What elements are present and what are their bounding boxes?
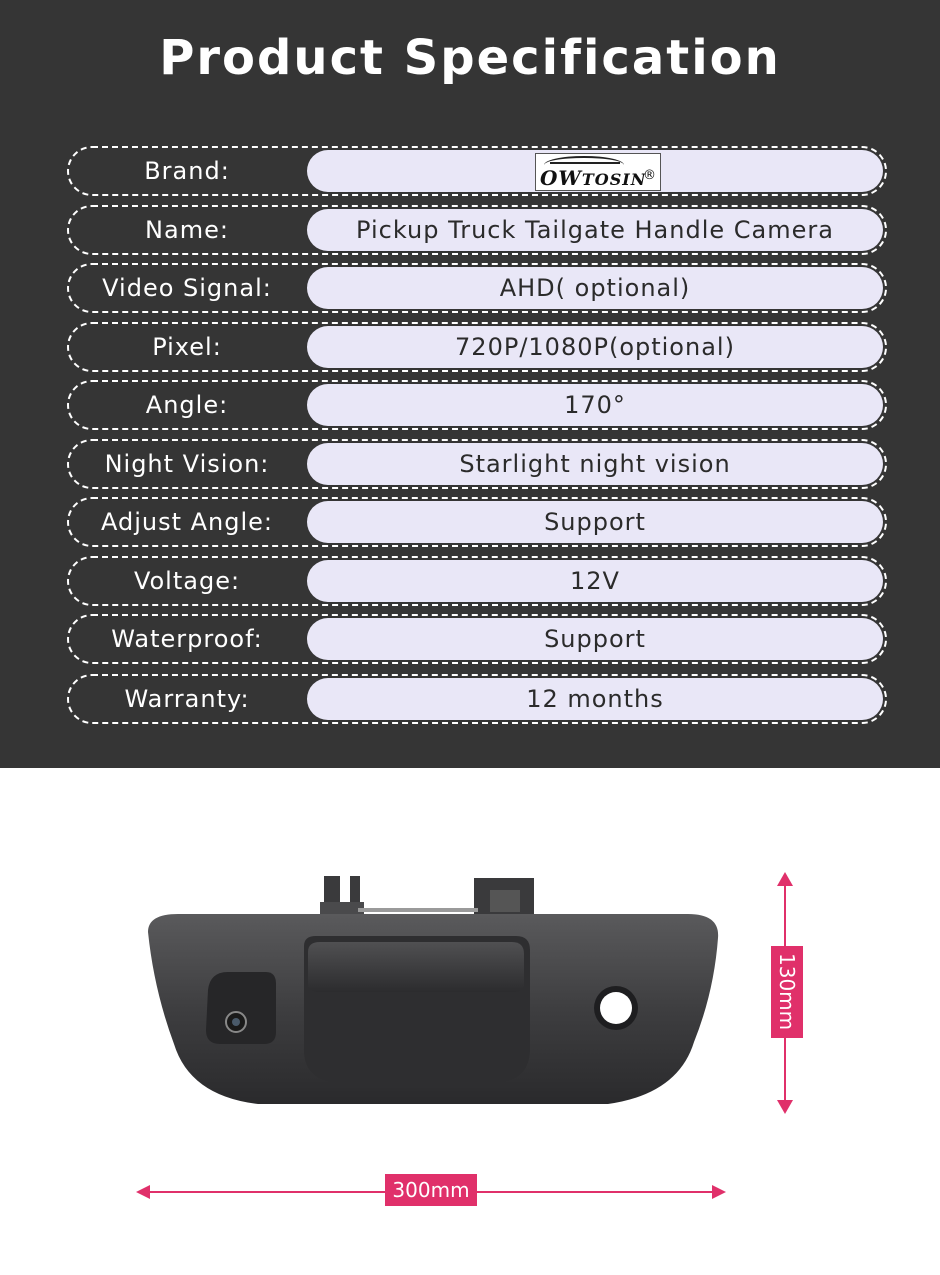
dimension-width-label: 300mm [385, 1174, 477, 1206]
spec-row-angle [67, 380, 887, 430]
spec-value: Pickup Truck Tailgate Handle Camera [307, 209, 883, 251]
spec-row-night-vision [67, 439, 887, 489]
logo-bar-icon [550, 162, 620, 164]
spec-label: Angle: [145, 391, 229, 419]
spec-value [307, 150, 883, 192]
dimension-height-label: 130mm [771, 946, 803, 1038]
page-title: Product Specification [159, 30, 781, 86]
brand-logo [535, 153, 661, 191]
tailgate-handle-camera-image [138, 872, 728, 1112]
hinge-pin [358, 908, 478, 912]
spec-value: 12 months [307, 678, 883, 720]
spec-label: Warranty: [124, 685, 250, 713]
registered-mark: ® [643, 168, 657, 183]
spec-row-warranty [67, 674, 887, 724]
spec-value: Starlight night vision [307, 443, 883, 485]
spec-row-adjust-angle [67, 497, 887, 547]
spec-label: Adjust Angle: [100, 508, 274, 536]
spec-row-name [67, 205, 887, 255]
keyhole-opening [600, 992, 632, 1024]
spec-label: Waterproof: [111, 625, 263, 653]
logo-text-part1: OW [540, 166, 582, 190]
spec-value: 12V [307, 560, 883, 602]
spec-value: 720P/1080P(optional) [307, 326, 883, 368]
spec-row-video-signal [67, 263, 887, 313]
spec-value: 170° [307, 384, 883, 426]
spec-value: Support [307, 501, 883, 543]
logo-text-part2: TOSIN [581, 170, 647, 189]
spec-label: Brand: [144, 157, 230, 185]
spec-label: Pixel: [152, 333, 222, 361]
spec-row-brand [67, 146, 887, 196]
hinge-left [320, 876, 364, 916]
spec-label: Name: [145, 216, 229, 244]
camera-module [206, 972, 276, 1044]
dimension-arrow-down-icon [777, 1100, 793, 1114]
hinge-right [474, 878, 534, 916]
spec-label: Voltage: [133, 567, 241, 595]
spec-value: Support [307, 618, 883, 660]
spec-label: Video Signal: [102, 274, 272, 302]
spec-value: AHD( optional) [307, 267, 883, 309]
spec-row-pixel [67, 322, 887, 372]
spec-row-voltage [67, 556, 887, 606]
spec-label: Night Vision: [104, 450, 270, 478]
handle-lever [308, 942, 524, 992]
spec-row-waterproof [67, 614, 887, 664]
dimension-arrow-right-icon [712, 1185, 726, 1199]
